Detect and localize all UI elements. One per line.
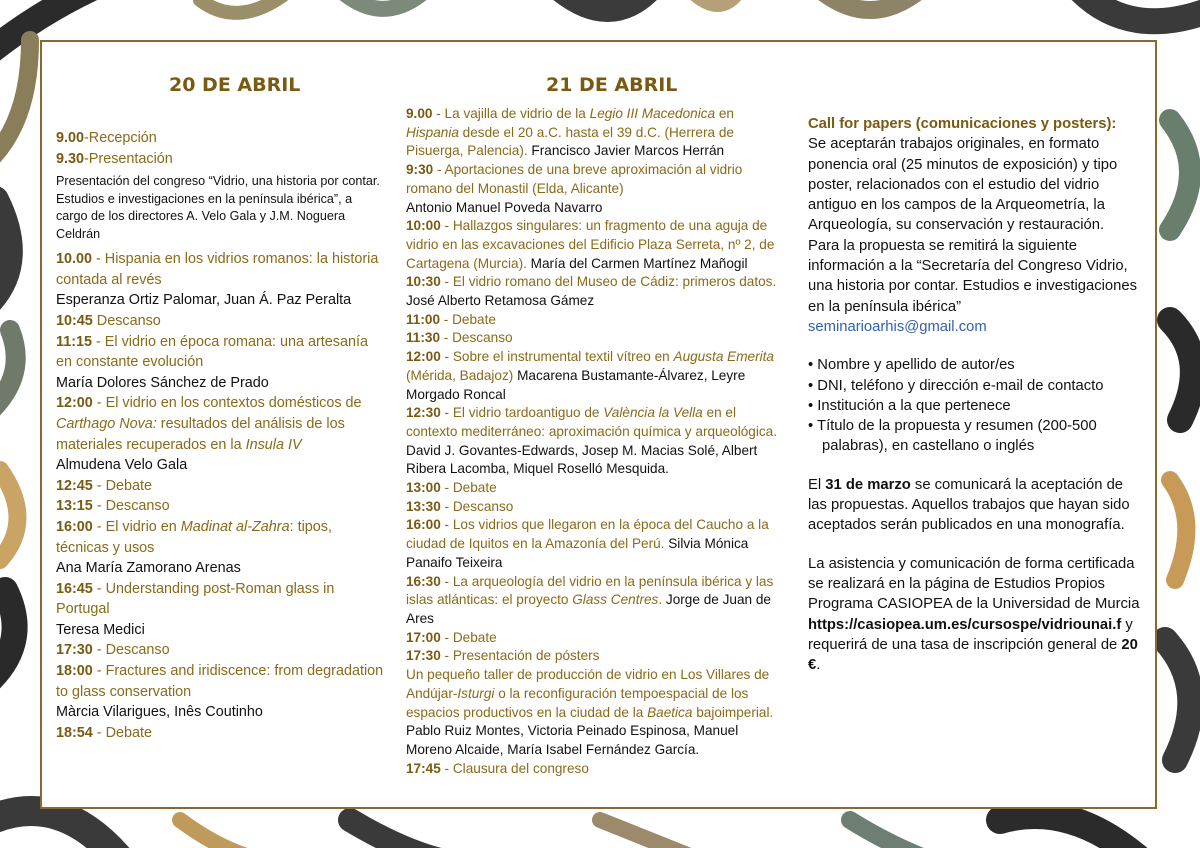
schedule-item: 10:30 - El vidrio romano del Museo de Cádiz: primeros datos. José Alberto Retamosa Gámez	[406, 274, 777, 309]
requirements-list	[808, 355, 1146, 456]
authors: Jorge de Juan de Ares	[406, 592, 771, 626]
schedule-item: 13:00 - Debate	[406, 480, 497, 496]
authors: José Alberto Retamosa Gámez	[406, 293, 595, 309]
schedule-item: 17:30 - Presentación de pósters	[406, 648, 600, 664]
poster-item: Un pequeño taller de producción de vidrio en Los Villares de Andújar-Isturgi o la reconfiguración tempoespacial de los espacios productivos en la ciudad de la Baetica bajoimperial. Pablo Ruiz Montes, Victoria Peinado Espinosa, Manuel Moreno Alcaide, María Isabel Fernández García.	[406, 667, 774, 757]
schedule-item: 12:00 - Sobre el instrumental textil vítreo en Augusta Emerita (Mérida, Badajoz) Macarena Bustamante-Álvarez, Leyre Morgado Roncal	[406, 349, 774, 402]
schedule-item: 9.00-Recepción	[56, 130, 157, 146]
authors: Màrcia Vilarigues, Inês Coutinho	[56, 704, 263, 721]
authors: Pablo Ruiz Montes, Victoria Peinado Espinosa, Manuel Moreno Alcaide, María Isabel Fernández García.	[406, 723, 739, 757]
schedule-item: 11:00 - Debate	[406, 311, 496, 327]
schedule-item: 16:00 - El vidrio en Madinat al-Zahra: tipos, técnicas y usos Ana María Zamorano Arenas	[56, 517, 386, 579]
presentation-description: Presentación del congreso “Vidrio, una historia por contar. Estudios e investigaciones en la península ibérica”, a cargo de los directores A. Velo Gala y J.M. Noguera Celdrán	[56, 174, 380, 241]
list-item: • Título de la propuesta y resumen (200-500 palabras), en castellano o inglés	[808, 418, 1097, 455]
schedule-item: 11:15 - El vidrio en época romana: una artesanía en constante evolución María Dolores Sánchez de Prado	[56, 332, 386, 394]
schedule-item: 16:45 - Understanding post-Roman glass in Portugal Teresa Medici	[56, 579, 386, 641]
schedule-item: 9:30 - Aportaciones de una breve aproximación al vidrio romano del Monastil (Elda, Alicante) Antonio Manuel Poveda Navarro	[406, 161, 786, 217]
authors: Almudena Velo Gala	[56, 457, 188, 474]
authors: Antonio Manuel Poveda Navarro	[406, 199, 603, 215]
list-item: • Institución a la que pertenece	[808, 397, 1011, 414]
list-item: • DNI, teléfono y dirección e-mail de contacto	[808, 377, 1104, 394]
schedule-item: 13:30 - Descanso	[406, 498, 514, 514]
schedule-item: 10.00 - Hispania en los vidrios romanos: la historia contada al revés Esperanza Ortiz Palomar, Juan Á. Paz Peralta	[56, 249, 386, 311]
schedule-item: 10:00 - Hallazgos singulares: un fragmento de una aguja de vidrio en las excavaciones del Edificio Plaza Serreta, nº 2, de Cartagena (Murcia). María del Carmen Martínez Mañogil	[406, 218, 775, 271]
authors: Silvia Mónica Panaifo Teixeira	[406, 536, 749, 570]
authors: David J. Govantes-Edwards, Josep M. Macias Solé, Albert Ribera Lacomba, Miquel Roselló Mesquida.	[406, 442, 758, 477]
authors: Esperanza Ortiz Palomar, Juan Á. Paz Peralta	[56, 292, 352, 309]
contact-email-link[interactable]: seminarioarhis@gmail.com	[808, 318, 987, 335]
cfp-proposal: Para la propuesta se remitirá la siguiente información a la “Secretaría del Congreso Vidrio, una historia por contar. Estudios e investigaciones en la península ibérica”	[808, 237, 1138, 315]
day2-title: 21 DE ABRIL	[546, 74, 678, 96]
deadline-paragraph: El 31 de marzo se comunicará la aceptación de las propuestas. Aquellos trabajos que hayan sido aceptados serán publicados en una monografía.	[808, 476, 1130, 534]
day2-program	[406, 105, 786, 778]
authors: Teresa Medici	[56, 621, 145, 638]
schedule-item: 12:00 - El vidrio en los contextos domésticos de Carthago Nova: resultados del análisis de los materiales recuperados en la Insula IV Almudena Velo Gala	[56, 393, 386, 475]
day1-title: 20 DE ABRIL	[169, 74, 301, 96]
schedule-item: 12:45 - Debate	[56, 477, 153, 494]
fee-paragraph: La asistencia y comunicación de forma certificada se realizará en la página de Estudios Propios Programa CASIOPEA de la Universidad de Murcia https://casiopea.um.es/cursospe/vidriounai.f y requerirá de una tasa de inscripción general de 20 €.	[808, 555, 1140, 674]
schedule-item: 17:30 - Descanso	[56, 642, 170, 659]
schedule-item: 18:00 - Fractures and iridiscence: from degradation to glass conservation Màrcia Vilarigues, Inês Coutinho	[56, 661, 386, 723]
schedule-item: 18:54 - Debate	[56, 724, 153, 741]
schedule-item: 9.30-Presentación	[56, 150, 173, 167]
program-frame	[40, 40, 1157, 809]
authors: María del Carmen Martínez Mañogil	[526, 255, 748, 271]
authors: María Dolores Sánchez de Prado	[56, 374, 269, 391]
cfp-intro: Se aceptarán trabajos originales, en formato ponencia oral (25 minutos de exposición) y tipo poster, relacionados con el estudio del vidrio antiguo en los campos de la Arqueometría, la Arqueología, su conservación y restauración.	[808, 136, 1118, 234]
schedule-item: 9.00 - La vajilla de vidrio de la Legio III Macedonica en Hispania desde el 20 a.C. hasta el 39 d.C. (Herrera de Pisuerga, Palencia). Francisco Javier Marcos Herrán	[406, 106, 734, 159]
list-item: • Nombre y apellido de autor/es	[808, 357, 1015, 374]
authors: Macarena Bustamante-Álvarez, Leyre Morgado Roncal	[406, 367, 746, 402]
schedule-item: 10:45 Descanso	[56, 312, 161, 329]
authors: Ana María Zamorano Arenas	[56, 560, 241, 577]
cfp-title: Call for papers (comunicaciones y posters):	[808, 116, 1117, 132]
call-for-papers	[808, 114, 1146, 675]
authors: Francisco Javier Marcos Herrán	[527, 143, 725, 159]
schedule-item: 17:00 - Debate	[406, 629, 497, 645]
schedule-item: 11:30 - Descanso	[406, 330, 513, 346]
registration-link[interactable]: https://casiopea.um.es/cursospe/vidriounai.f	[808, 616, 1122, 633]
schedule-item: 16:00 - Los vidrios que llegaron en la época del Caucho a la ciudad de Iquitos en la Amazonía del Perú. Silvia Mónica Panaifo Teixeira	[406, 517, 769, 570]
schedule-item: 16:30 - La arqueología del vidrio en la península ibérica y las islas atlánticas: el proyecto Glass Centres. Jorge de Juan de Ares	[406, 573, 774, 626]
day1-program	[56, 128, 386, 743]
schedule-item: 13:15 - Descanso	[56, 498, 170, 515]
schedule-item: 17:45 - Clausura del congreso	[406, 760, 589, 776]
schedule-item: 12:30 - El vidrio tardoantiguo de València la Vella en el contexto mediterráneo: aproximación química y arqueológica. David J. Govantes-Edwards, Josep M. Macias Solé, Albert Ribera Lacomba, Miquel Roselló Mesquida.	[406, 405, 778, 477]
